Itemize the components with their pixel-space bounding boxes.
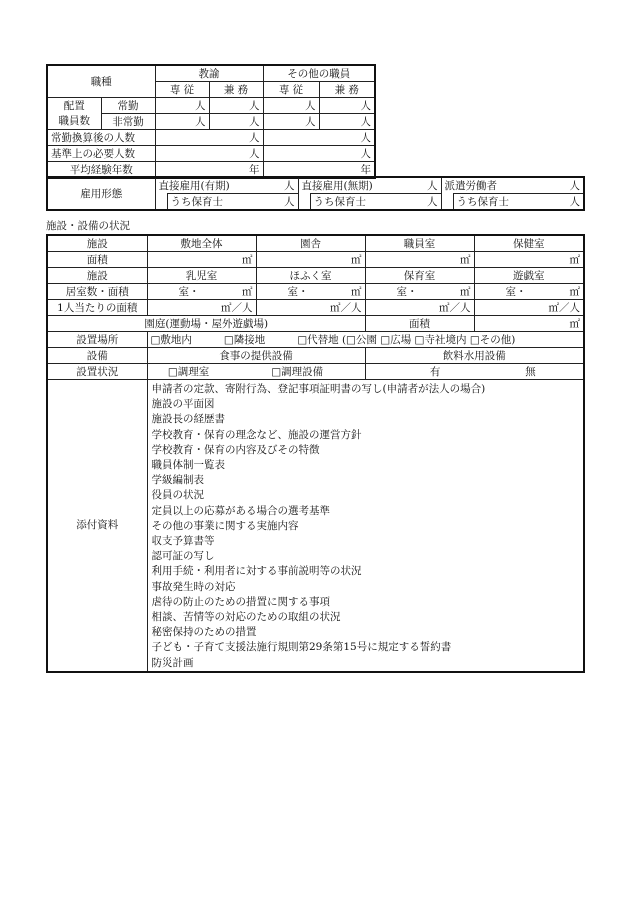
nursery-open-cell[interactable] <box>310 194 441 211</box>
garden-area-label: 面積 <box>365 316 474 332</box>
cell-other-required[interactable]: 人 <box>263 146 375 162</box>
water-options <box>365 364 584 380</box>
health-room-area[interactable]: ㎡ <box>474 252 584 268</box>
cooking-equipment-checkbox[interactable]: □調理設備 <box>271 365 324 378</box>
other-fulltime-header: 専 従 <box>263 82 319 98</box>
infant-m2: ㎡ <box>242 285 253 298</box>
garden-area[interactable]: ㎡ <box>474 316 584 332</box>
avg-years-label: 平均経験年数 <box>47 162 155 179</box>
attachment-item: その他の事業に関する実施内容 <box>151 519 299 532</box>
staff-count-label: 職員数 <box>47 114 101 130</box>
water-equipment-header: 飲料水用設備 <box>365 348 584 364</box>
nursery-fixed-unit: 人 <box>284 195 295 208</box>
facility-label-2: 施設 <box>47 268 147 284</box>
install-status-label: 設置状況 <box>47 364 147 380</box>
garden-label: 園庭(運動場・屋外遊戯場) <box>47 316 365 332</box>
nursery-m2: ㎡ <box>460 285 471 298</box>
attachment-item: 子ども・子育て支援法施行規則第29条第15号に規定する誓約書 <box>151 641 452 654</box>
attachment-item: 役員の状況 <box>151 489 204 502</box>
meal-options <box>147 364 365 380</box>
play-m2: ㎡ <box>569 285 580 298</box>
attachment-item: 施設の平面図 <box>151 398 215 411</box>
cell-teacher-cc-hijokin[interactable]: 人 <box>209 114 263 130</box>
required-label: 基準上の必要人数 <box>47 146 155 162</box>
attachment-item: 防災計画 <box>151 656 194 669</box>
nursery-dispatch-label: うち保育士 <box>456 195 510 208</box>
play-room-unit: 室・ <box>505 285 527 298</box>
attachment-item: 職員体制一覧表 <box>151 459 225 472</box>
nursery-dispatch-unit: 人 <box>569 195 581 208</box>
direct-open-cell[interactable] <box>298 177 441 194</box>
crawl-m2: ㎡ <box>351 285 362 298</box>
infant-per-person[interactable]: ㎡／人 <box>147 300 256 316</box>
site-area[interactable]: ㎡ <box>147 252 256 268</box>
rooms-area-label: 居室数・面積 <box>47 284 147 300</box>
nursery-room-unit: 室・ <box>396 285 418 298</box>
cell-other-ft-hijokin[interactable]: 人 <box>263 114 319 130</box>
fulltime-row-label: 常勤 <box>101 98 155 114</box>
play-room-header: 遊戯室 <box>474 268 584 284</box>
location-options <box>147 332 584 348</box>
attachments-list <box>147 380 584 672</box>
staffroom-area[interactable]: ㎡ <box>365 252 474 268</box>
cell-other-fte[interactable]: 人 <box>263 130 375 146</box>
attachment-item: 虐待の防止のための措置に関する事項 <box>151 595 330 608</box>
nursery-dispatch-cell[interactable] <box>453 194 584 211</box>
equipment-label: 設備 <box>47 348 147 364</box>
health-room-header: 保健室 <box>474 235 584 252</box>
teacher-fulltime-header: 専 従 <box>155 82 209 98</box>
play-per-person[interactable]: ㎡／人 <box>474 300 584 316</box>
teacher-concurrent-header: 兼 務 <box>209 82 263 98</box>
cell-teacher-cc-jokin[interactable]: 人 <box>209 98 263 114</box>
attachment-item: 学校教育・保育の内容及びその特徴 <box>151 443 320 456</box>
water-yes-option[interactable]: 有 <box>429 365 441 378</box>
attachment-item: 秘密保持のための措置 <box>151 626 257 639</box>
employment-label: 雇用形態 <box>47 177 155 210</box>
nursery-rooms[interactable] <box>365 284 474 300</box>
attachment-item: 申請者の定款、寄附行為、登記事項証明書の写し(申請者が法人の場合) <box>151 383 486 395</box>
crawl-rooms[interactable] <box>256 284 365 300</box>
employment-table <box>46 176 585 211</box>
attachment-item: 事故発生時の対応 <box>151 580 236 593</box>
teacher-header: 教諭 <box>155 65 263 82</box>
play-rooms[interactable] <box>474 284 584 300</box>
location-on-site-checkbox[interactable]: □敷地内 <box>150 333 192 346</box>
parttime-row-label: 非常勤 <box>101 114 155 130</box>
crawl-per-person[interactable]: ㎡／人 <box>256 300 365 316</box>
dispatch-unit: 人 <box>569 179 581 192</box>
attachment-item: 学校教育・保育の理念など、施設の運営方針 <box>151 428 362 441</box>
facility-label: 施設 <box>47 235 147 252</box>
cell-teacher-ft-hijokin[interactable]: 人 <box>155 114 209 130</box>
infant-rooms[interactable] <box>147 284 256 300</box>
water-no-option[interactable]: 無 <box>525 365 536 378</box>
location-adjacent-checkbox[interactable]: □隣接地 <box>223 333 266 346</box>
nursery-fixed-cell[interactable] <box>167 194 298 211</box>
cell-other-cc-hijokin[interactable]: 人 <box>319 114 375 130</box>
cell-teacher-fte[interactable]: 人 <box>155 130 263 146</box>
attachment-item: 相談、苦情等の対応のための取組の状況 <box>151 611 341 624</box>
cooking-room-checkbox[interactable]: □調理室 <box>167 365 210 378</box>
placement-label: 配置 <box>47 98 101 114</box>
cell-teacher-ft-jokin[interactable]: 人 <box>155 98 209 114</box>
staff-table <box>46 64 376 179</box>
other-staff-header: その他の職員 <box>263 65 375 82</box>
dispatch-cell[interactable] <box>441 177 584 194</box>
fte-label: 常勤換算後の人数 <box>47 130 155 146</box>
nursery-per-person[interactable]: ㎡／人 <box>365 300 474 316</box>
cell-teacher-required[interactable]: 人 <box>155 146 263 162</box>
dispatch-label: 派遣労働者 <box>444 179 498 192</box>
per-person-label: 1人当たりの面積 <box>47 300 147 316</box>
facility-section-title: 施設・設備の状況 <box>46 220 130 232</box>
attachments-label: 添付資料 <box>47 380 147 672</box>
facility-table <box>46 234 585 673</box>
direct-fixed-cell[interactable] <box>155 177 298 194</box>
attachment-item: 施設長の経歴書 <box>151 413 225 426</box>
nursery-fixed-label: うち保育士 <box>170 195 223 208</box>
indent-3 <box>441 194 453 211</box>
location-label: 設置場所 <box>47 332 147 348</box>
attachment-item: 定員以上の応募がある場合の選考基準 <box>151 504 330 517</box>
building-header: 園舎 <box>256 235 365 252</box>
direct-fixed-label: 直接雇用(有期) <box>158 179 230 192</box>
indent-2 <box>298 194 310 211</box>
infant-room-header: 乳児室 <box>147 268 256 284</box>
crawl-room-header: ほふく室 <box>256 268 365 284</box>
infant-room-unit: 室・ <box>178 285 200 298</box>
cell-other-years[interactable]: 年 <box>263 162 375 179</box>
cell-other-cc-jokin[interactable]: 人 <box>319 98 375 114</box>
attachment-item: 収支予算書等 <box>151 535 215 548</box>
job-type-header: 職種 <box>47 65 155 98</box>
attachment-item: 学級編制表 <box>151 474 204 487</box>
site-header: 敷地全体 <box>147 235 256 252</box>
nursery-open-label: うち保育士 <box>313 195 367 208</box>
cell-teacher-years[interactable]: 年 <box>155 162 263 179</box>
indent-1 <box>155 194 167 211</box>
location-alternative-checkbox[interactable]: □代替地 (□公園 □広場 □寺社境内 □その他) <box>297 333 516 346</box>
building-area[interactable]: ㎡ <box>256 252 365 268</box>
meal-equipment-header: 食事の提供設備 <box>147 348 365 364</box>
direct-fixed-unit: 人 <box>284 179 295 192</box>
area-label: 面積 <box>47 252 147 268</box>
staffroom-header: 職員室 <box>365 235 474 252</box>
direct-open-label: 直接雇用(無期) <box>301 179 373 192</box>
cell-other-ft-jokin[interactable]: 人 <box>263 98 319 114</box>
direct-open-unit: 人 <box>427 179 438 192</box>
other-concurrent-header: 兼 務 <box>319 82 375 98</box>
attachment-item: 利用手続・利用者に対する事前説明等の状況 <box>151 565 362 578</box>
crawl-room-unit: 室・ <box>287 285 309 298</box>
nursery-open-unit: 人 <box>427 195 438 208</box>
attachment-item: 認可証の写し <box>151 550 215 563</box>
nursery-room-header: 保育室 <box>365 268 474 284</box>
